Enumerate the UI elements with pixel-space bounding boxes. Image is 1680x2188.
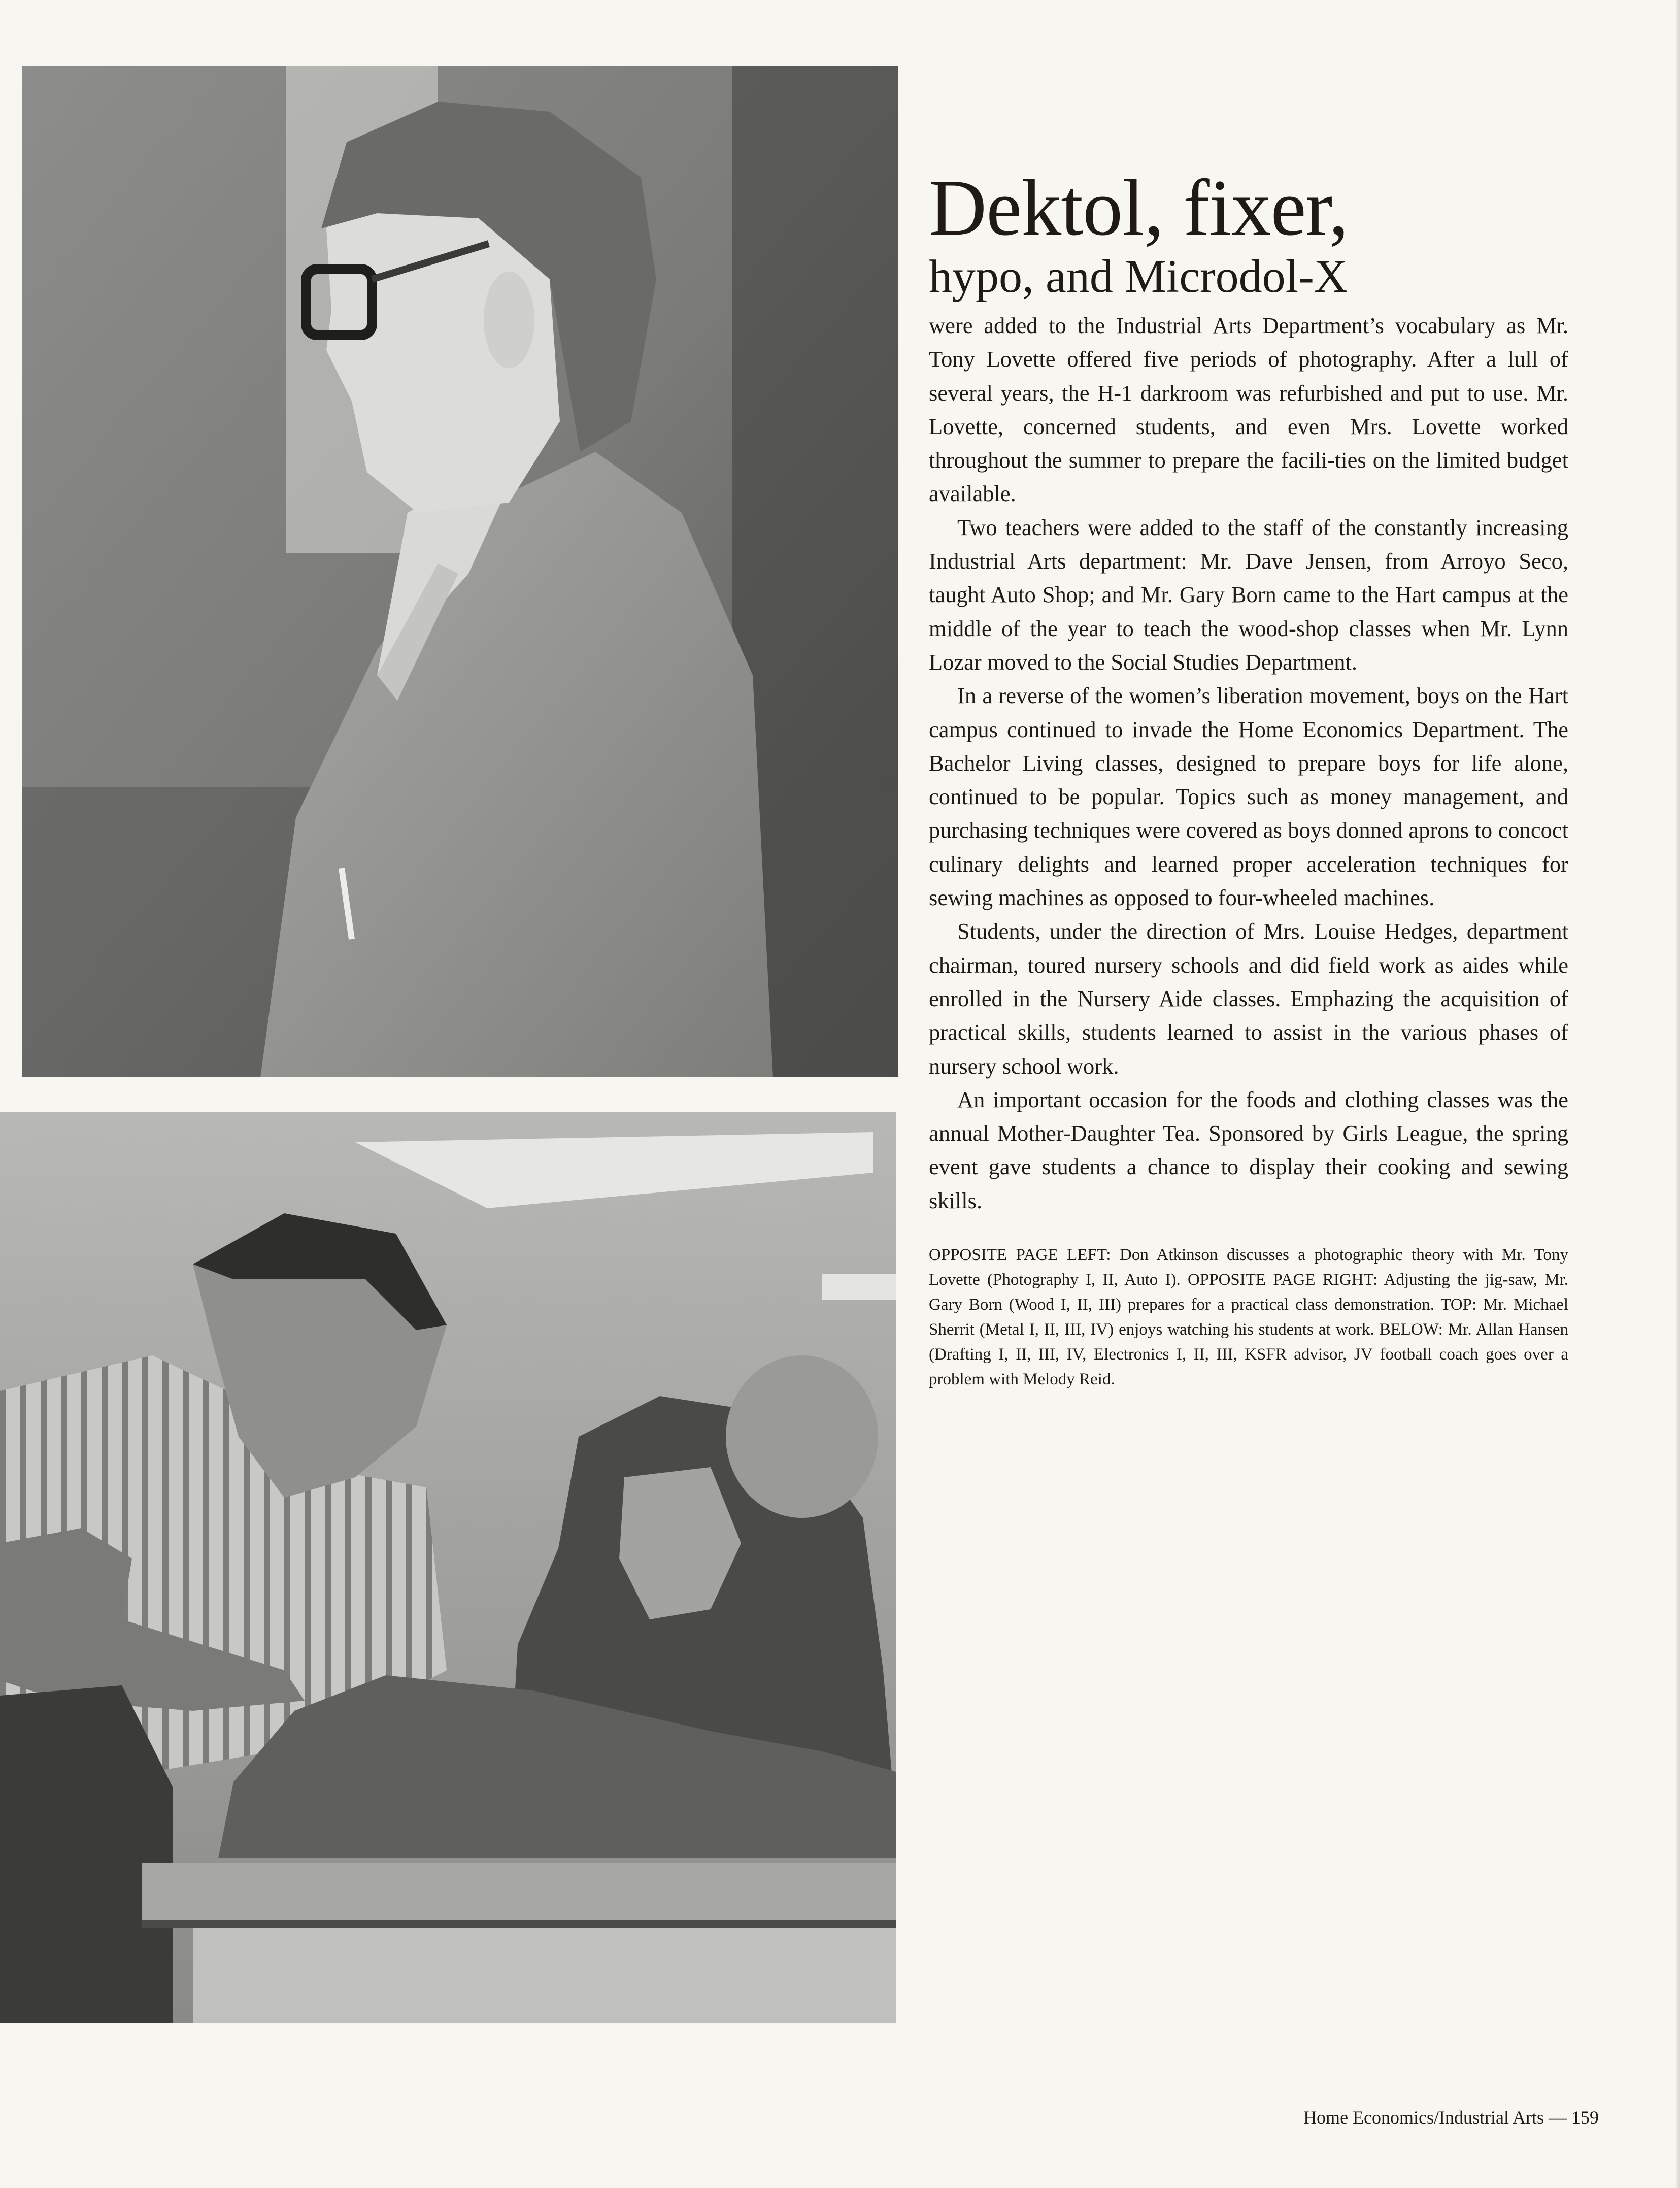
photo-teacher-profile <box>22 66 898 1077</box>
article-body <box>929 309 1568 1217</box>
paragraph: Students, under the direction of Mrs. Louise Hedges, department chairman, toured nursery schools and did field work as aides while enrolled in the Nursery Aide classes. Emphazing the acquisition of practical skills, students learned to assist in the various phases of nursery school work. <box>929 918 1568 1079</box>
photo-teacher-and-student-image <box>0 1112 896 2023</box>
photo-teacher-and-student <box>0 1112 896 2023</box>
paragraph: were added to the Industrial Arts Department’s vocabulary as Mr. Tony Lovette offered five periods of photography. After a lull of several years, the H-1 darkroom was refurbished and put to use. Mr. Lovette, concerned students, and even Mrs. Lovette worked throughout the summer to prepare the facili-ties on the limited budget available. <box>929 313 1568 507</box>
paragraph: An important occasion for the foods and clothing classes was the annual Mother-Daughter Tea. Sponsored by Girls League, the spring event gave students a chance to display their cooking and sewing skills. <box>929 1086 1568 1213</box>
article <box>929 163 1568 1392</box>
scan-edge-divider <box>1676 0 1680 2188</box>
paragraph: Two teachers were added to the staff of the constantly increasing Industrial Arts department: Mr. Dave Jensen, from Arroyo Seco, taught Auto Shop; and Mr. Gary Born came to the Hart campus at the middle of the year to teach the wood-shop classes when Mr. Lynn Lozar moved to the Social Studies Department. <box>929 514 1568 675</box>
page-folio: Home Economics/Industrial Arts — 159 <box>1303 2107 1599 2128</box>
headline: Dektol, fixer, <box>929 163 1349 252</box>
subheadline: hypo, and Microdol-X <box>929 250 1348 302</box>
photo-teacher-profile-image <box>22 66 898 1077</box>
paragraph: In a reverse of the women’s liberation movement, boys on the Hart campus continued to invade the Home Economics Department. The Bachelor Living classes, designed to prepare boys for life alone, continued to be popular. Topics such as money management, and purchasing techniques were covered as boys donned aprons to concoct culinary delights and learned proper acceleration techniques for sewing machines as opposed to four-wheeled machines. <box>929 683 1568 911</box>
photo-caption: OPPOSITE PAGE LEFT: Don Atkinson discusses a photographic theory with Mr. Tony Lovette (Photography I, II, Auto I). OPPOSITE PAGE RIGHT: Adjusting the jig-saw, Mr. Gary Born (Wood I, II, III) prepares for a practical class demonstration. TOP: Mr. Michael Sherrit (Metal I, II, III, IV) enjoys watching his students at work. BELOW: Mr. Allan Hansen (Drafting I, II, III, IV, Electronics I, II, III, KSFR advisor, JV football coach goes over a problem with Melody Reid. <box>929 1246 1568 1389</box>
